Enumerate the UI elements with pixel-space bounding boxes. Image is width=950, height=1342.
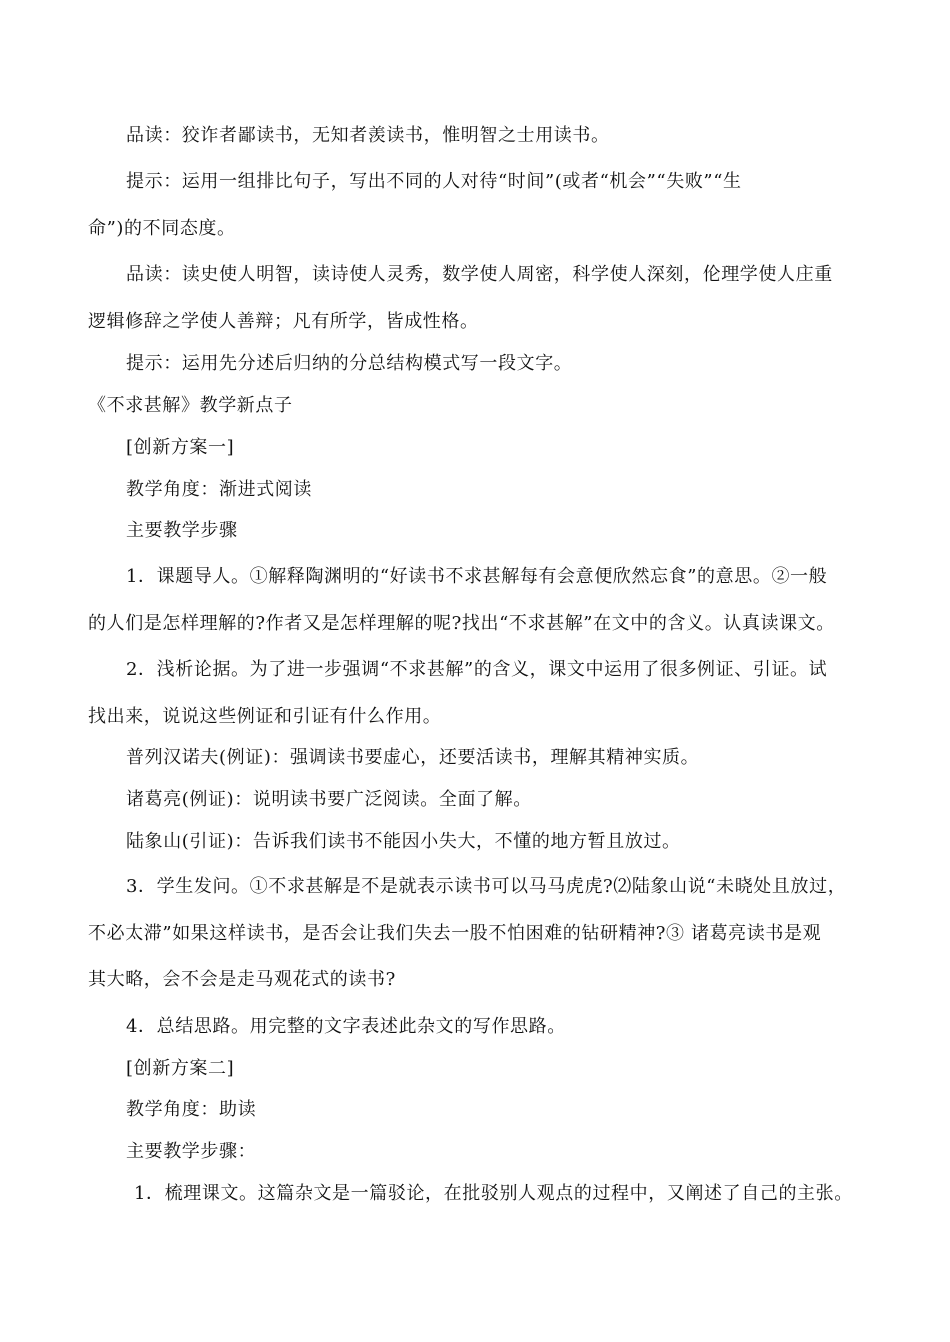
paragraph-line: 教学角度：助读 bbox=[126, 1099, 257, 1120]
paragraph-line: 陆象山(引证)：告诉我们读书不能因小失大，不懂的地方暂且放过。 bbox=[126, 831, 681, 852]
paragraph-line: 提示：运用先分述后归纳的分总结构模式写一段文字。 bbox=[126, 353, 573, 374]
paragraph-line: 品读：读史使人明智，读诗使人灵秀，数学使人周密，科学使人深刻，伦理学使人庄重 bbox=[126, 264, 833, 285]
paragraph-line: 教学角度：渐进式阅读 bbox=[126, 479, 312, 500]
paragraph-line: 命”)的不同态度。 bbox=[88, 218, 236, 239]
paragraph-line: 的人们是怎样理解的?作者又是怎样理解的呢?找出“不求甚解”在文中的含义。认真读课文。 bbox=[88, 613, 835, 634]
paragraph-line: [创新方案二] bbox=[126, 1058, 235, 1079]
paragraph-line: 其大略，会不会是走马观花式的读书? bbox=[88, 969, 396, 990]
paragraph-line: 找出来，说说这些例证和引证有什么作用。 bbox=[88, 706, 442, 727]
paragraph-line: 2．浅析论据。为了进一步强调“不求甚解”的含义，课文中运用了很多例证、引证。试 bbox=[126, 659, 828, 680]
paragraph-line: 4．总结思路。用完整的文字表述此杂文的写作思路。 bbox=[126, 1016, 566, 1037]
paragraph-line: 普列汉诺夫(例证)：强调读书要虚心，还要活读书，理解其精神实质。 bbox=[126, 747, 700, 768]
paragraph-line: 主要教学步骤 bbox=[126, 520, 238, 541]
paragraph-line: 3．学生发问。①不求甚解是不是就表示读书可以马马虎虎?⑵陆象山说“未晓处且放过， bbox=[126, 876, 847, 897]
paragraph-line: [创新方案一] bbox=[126, 437, 235, 458]
paragraph-line: 1．课题导人。①解释陶渊明的“好读书不求甚解每有会意便欣然忘食”的意思。②一般 bbox=[126, 566, 828, 587]
section-heading: 《不求甚解》教学新点子 bbox=[88, 395, 293, 416]
paragraph-line: 不必太滞”如果这样读书，是否会让我们失去一股不怕困难的钻研精神?③ 诸葛亮读书是观 bbox=[88, 923, 822, 944]
paragraph-line: 提示：运用一组排比句子，写出不同的人对待“时间”(或者“机会”“失败”“生 bbox=[126, 171, 742, 192]
paragraph-line: 品读：狡诈者鄙读书，无知者羡读书，惟明智之士用读书。 bbox=[126, 125, 610, 146]
paragraph-line: 诸葛亮(例证)：说明读书要广泛阅读。全面了解。 bbox=[126, 789, 532, 810]
paragraph-line: 主要教学步骤： bbox=[126, 1141, 257, 1162]
paragraph-line: 1．梳理课文。这篇杂文是一篇驳论，在批驳别人观点的过程中，又阐述了自己的主张。 bbox=[134, 1183, 853, 1204]
paragraph-line: 逻辑修辞之学使人善辩；凡有所学，皆成性格。 bbox=[88, 311, 479, 332]
